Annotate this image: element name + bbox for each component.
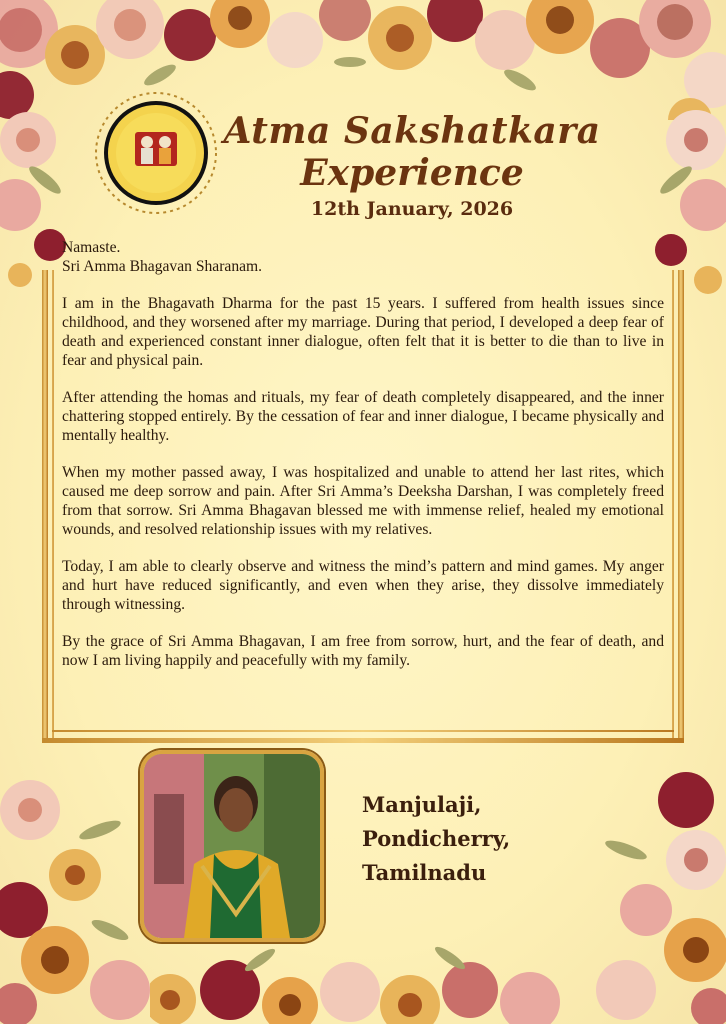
- frame-left-inner-border: [52, 270, 54, 740]
- author-city: Pondicherry,: [362, 826, 511, 851]
- paragraph: When my mother passed away, I was hospitalized and unable to attend her last rites, which caused me deep sorrow and pain. After Sri Amma’s Deeksha Darshan, I was completely freed from that sorrow. Sri Amma Bhagavan blessed me with immense relief, healed my emotional wounds, and resolved relationship issues with my relatives.: [62, 464, 664, 538]
- amma-bhagavan-logo: [95, 92, 217, 214]
- paragraph: Today, I am able to clearly observe and witness the mind’s pattern and mind games. My anger and hurt have reduced significantly, and even when they arise, they dissolve immediately through witnessing.: [62, 558, 664, 613]
- title-line-1: Atma Sakshatkara: [223, 110, 601, 152]
- greeting: Namaste.: [62, 239, 121, 256]
- salutation: Sri Amma Bhagavan Sharanam.: [62, 258, 263, 275]
- devotee-photo: [140, 750, 324, 942]
- frame-bottom-border: [42, 738, 684, 743]
- title-line-2: Experience: [300, 152, 524, 194]
- signature-block: [362, 788, 622, 890]
- testimonial-body: [62, 238, 664, 688]
- frame-right-border: [678, 270, 684, 740]
- paragraph: After attending the homas and rituals, my fear of death completely disappeared, and the inner chattering stopped entirely. By the cessation of fear and inner dialogue, I became physically and mentally healthy.: [62, 389, 664, 444]
- paragraph: By the grace of Sri Amma Bhagavan, I am free from sorrow, hurt, and the fear of death, and now I am living happily and peacefully with my family.: [62, 633, 664, 669]
- frame-right-inner-border: [672, 270, 674, 740]
- author-state: Tamilnadu: [362, 860, 487, 885]
- event-date: 12th January, 2026: [310, 198, 514, 220]
- bottom-floral-garland: [150, 930, 580, 1024]
- author-name: Manjulaji,: [362, 792, 482, 817]
- paragraph: I am in the Bhagavath Dharma for the past 15 years. I suffered from health issues since childhood, and they worsened after my marriage. During that period, I developed a deep fear of death and experienced constant inner dialogue, often felt that it is better to die than to live in fear and physical pain.: [62, 295, 664, 369]
- frame-bottom-inner-border: [52, 730, 674, 732]
- bottom-left-floral-cluster: [0, 760, 160, 1024]
- frame-left-border: [42, 270, 48, 740]
